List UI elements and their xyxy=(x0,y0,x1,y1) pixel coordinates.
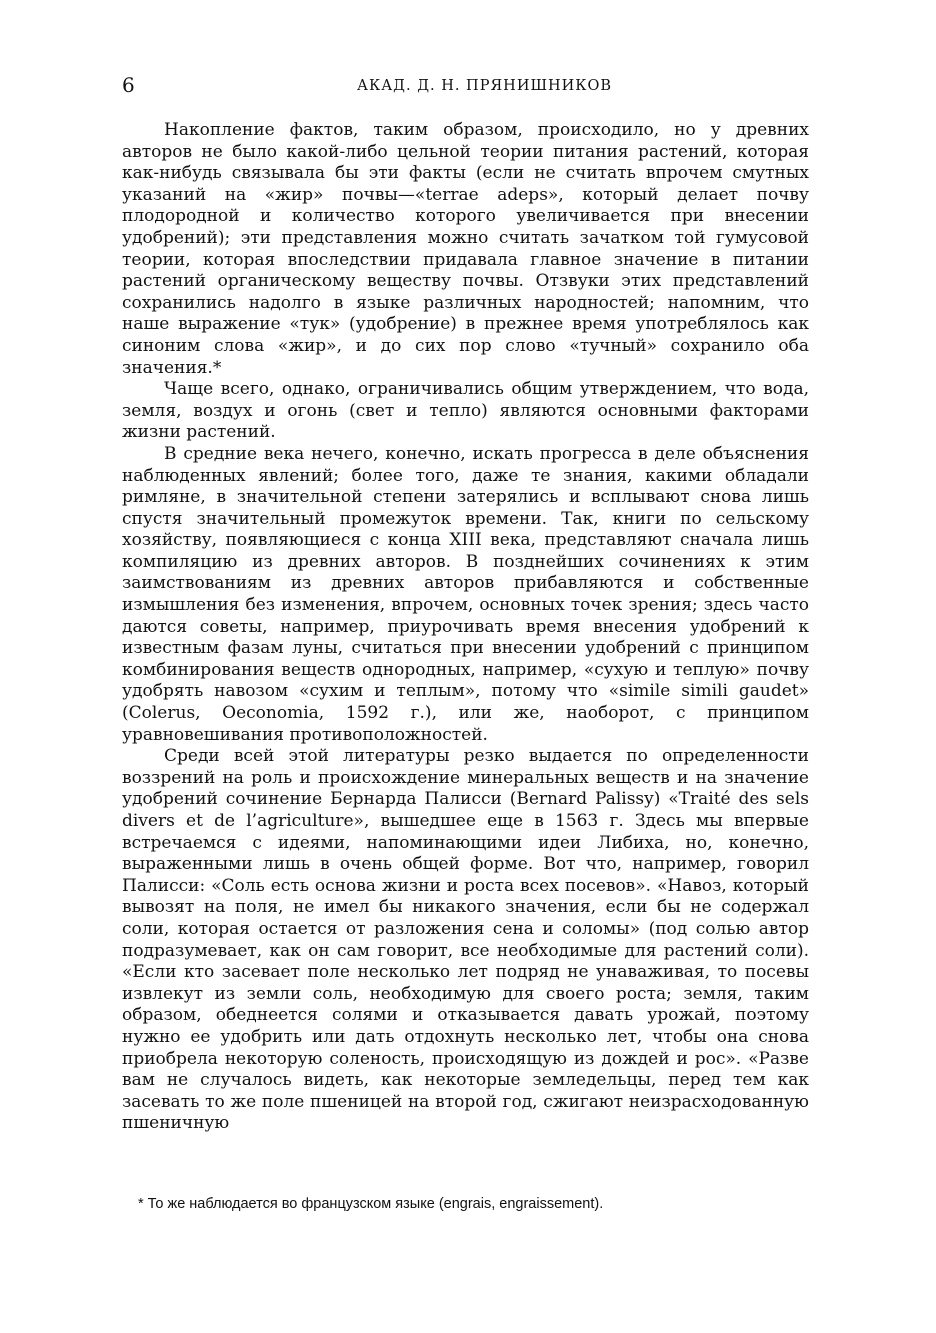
paragraph: Чаще всего, однако, ограничивались общим утверждением, что вода, земля, воздух и огонь (свет и тепло) являются основными факторами жизни растений. xyxy=(122,379,809,443)
running-title: АКАД. Д. Н. ПРЯНИШНИКОВ xyxy=(357,78,613,94)
paragraph: Среди всей этой литературы резко выдается по определенности воззрений на роль и происхождение минеральных веществ и на значение удобрений сочинение Бернарда Палисси (Bernard Palissy) «Traité des sels divers et de l’agriculture», вышедшее еще в 1563 г. Здесь мы впервые встречаемся с идеями, напоминающими идеи Либиха, но, конечно, выраженными лишь в очень общей форме. Вот что, например, говорил Палисси: «Соль есть основа жизни и роста всех посевов». «Навоз, который вывозят на поля, не имел бы никакого значения, если бы не содержал соли, которая остается от разложения сена и соломы» (под солью автор подразумевает, как он сам говорит, все необходимые для растений соли). «Если кто засевает поле несколько лет подряд не унаваживая, то посевы извлекут из земли соль, необходимую для своего роста; земля, таким образом, обеднеется солями и отказывается давать урожай, поэтому нужно ее удобрить или дать отдохнуть несколько лет, чтобы она снова приобрела некоторую соленость, происходящую из дождей и рос». «Разве вам не случалось видеть, как некоторые земледельцы, перед тем как засевать то же поле пшеницей на второй год, сжигают неизрасходованную пшеничную xyxy=(122,746,809,1134)
paragraph: В средние века нечего, конечно, искать прогресса в деле объяснения наблюденных явлений; более того, даже те знания, какими обладали римляне, в значительной степени затерялись и всплывают снова лишь спустя значительный промежуток времени. Так, книги по сельскому хозяйству, появляющиеся с конца XIII века, представляют сначала лишь компиляцию из древних авторов. В позднейших сочинениях к этим заимствованиям из древних авторов прибавляются и собственные измышления без изменения, впрочем, основных точек зрения; здесь часто даются советы, например, приурочивать время внесения удобрений к известным фазам луны, считаться при внесении удобрений с принципом комбинирования веществ однородных, например, «сухую и теплую» почву удобрять навозом «сухим и теплым», потому что «simile simili gaudet» (Colerus, Oeconomia, 1592 г.), или же, наоборот, с принципом уравновешивания противоположностей. xyxy=(122,443,809,745)
page-number: 6 xyxy=(122,73,135,97)
footnote: * То же наблюдается во французском языке (engrais, engraissement). xyxy=(138,1196,604,1212)
paragraph: Накопление фактов, таким образом, происходило, но у древних авторов не было какой-либо цельной теории питания растений, которая как-нибудь связывала бы эти факты (если не считать впрочем смутных указаний на «жир» почвы—«terrae adeps», который делает почву плодородной и количество которого увеличивается при внесении удобрений); эти представления можно считать зачатком той гумусовой теории, которая впоследствии придавала главное значение в питании растений органическому веществу почвы. Отзвуки этих представлений сохранились надолго в языке различных народностей; напомним, что наше выражение «тук» (удобрение) в прежнее время употреблялось как синоним слова «жир», и до сих пор слово «тучный» сохранило оба значения.* xyxy=(122,120,809,378)
body-text xyxy=(122,120,809,1135)
